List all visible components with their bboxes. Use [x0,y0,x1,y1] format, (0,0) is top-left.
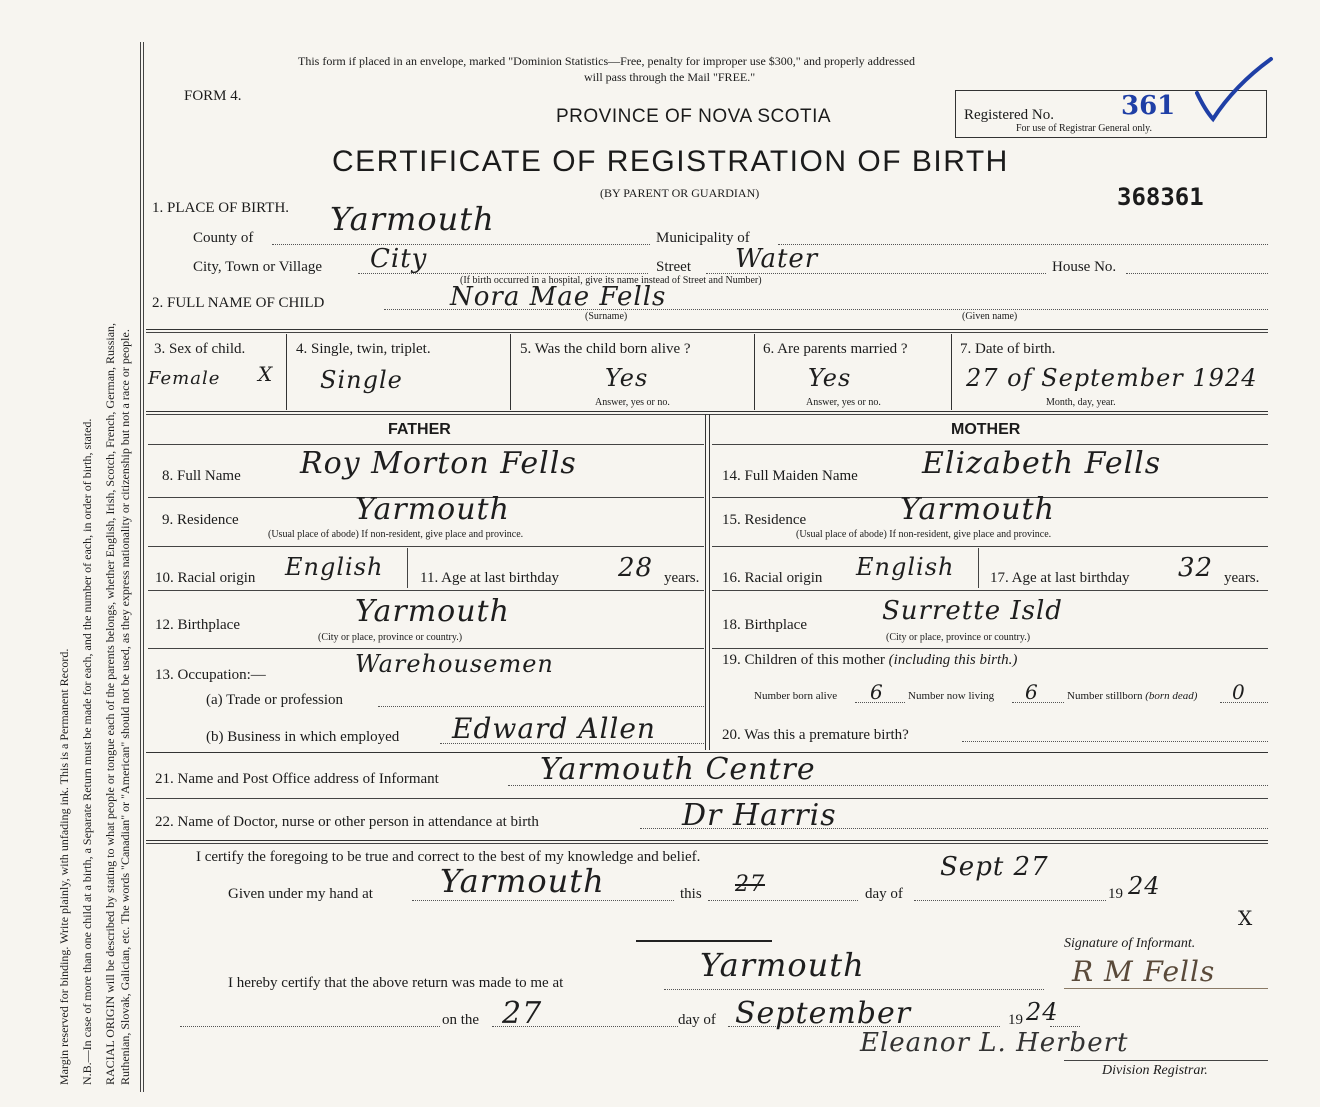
divider [712,444,1268,445]
born-alive-value: 6 [870,680,884,704]
child-name-label: 2. FULL NAME OF CHILD [152,295,325,311]
cell-divider [510,334,511,410]
father-name-label: 8. Full Name [162,468,241,484]
margin-note-3: RACIAL ORIGIN will be described by stating to what people or tongue each of the parents belongs, whether English, Irish, Scotch, French, German, Russian, [103,322,117,1085]
street-label: Street [656,259,691,275]
father-residence-label: 9. Residence [162,512,239,528]
children-note: (including this birth.) [888,652,1018,668]
registrar-caption: Division Registrar. [1102,1063,1208,1078]
province-heading: PROVINCE OF NOVA SCOTIA [556,106,832,127]
column-divider [705,414,706,750]
stillborn-label-text: Number stillborn [1067,690,1143,702]
divider [146,843,1268,844]
margin-note-4: Ruthenian, Slovak, Galician, etc. The words "Canadian" or "American" should not be used, as they express nationality or citizenship but not a race or people. [118,329,132,1085]
year-prefix: 19 [1108,886,1123,902]
mother-racial-value: English [856,553,955,581]
municipality-line [778,244,1268,245]
father-residence-caption: (Usual place of abode) If non-resident, give place and province. [268,529,524,540]
father-birthplace-label: 12. Birthplace [155,617,240,633]
day-of-line [914,900,1106,901]
signature-rule [636,940,772,942]
signature-line [1064,988,1268,989]
divider [146,329,1268,330]
this-value: 27 [735,872,765,897]
premature-line [962,741,1268,742]
registered-label: Registered No. [964,107,1054,123]
father-birthplace-value: Yarmouth [355,594,510,629]
divider [148,590,704,591]
divider [148,648,704,649]
divider [712,546,1268,547]
mother-birthplace-value: Surrette Isld [882,596,1063,626]
margin-rule-inner [143,42,144,1092]
sex-label: 3. Sex of child. [154,341,246,357]
divider [148,546,704,547]
father-birthplace-caption: (City or place, province or country.) [318,632,463,643]
informant-signature: R M Fells [1072,955,1216,988]
divider [712,648,1268,649]
county-line [272,244,650,245]
day-of-value: Sept 27 [940,852,1049,882]
municipality-label: Municipality of [656,230,750,246]
registrar-use-note: For use of Registrar General only. [1016,123,1152,134]
stillborn-label [1067,690,1197,702]
informant-value: Yarmouth Centre [540,752,816,787]
city-value: City [370,244,428,274]
attendant-value: Dr Harris [682,798,837,833]
hereby-place-value: Yarmouth [700,946,865,984]
mother-residence-caption: (Usual place of abode) If non-resident, give place and province. [796,529,1052,540]
cell-divider [286,334,287,410]
children-label-text: 19. Children of this mother [722,652,885,668]
born-alive-label: Number born alive [754,690,838,702]
mother-age-unit: years. [1224,570,1260,586]
house-number-line [1126,273,1268,274]
margin-note-2: N.B.—In case of more than one child at a birth, a Separate Return must be made for each, and the number of each, in order of birth, stated. [80,418,94,1085]
attendant-label: 22. Name of Doctor, nurse or other person in attendance at birth [155,814,539,830]
margin-rule [140,42,141,1092]
trade-label: (a) Trade or profession [206,692,344,708]
year2-line [1050,1026,1080,1027]
cell-divider [754,334,755,410]
divider [712,590,1268,591]
mother-name-label: 14. Full Maiden Name [722,468,858,484]
this-label: this [680,886,702,902]
father-age-label: 11. Age at last birthday [420,570,559,586]
year2-value: 24 [1026,998,1059,1026]
alive-caption: Answer, yes or no. [595,397,670,408]
place-of-birth-label: 1. PLACE OF BIRTH. [152,200,290,216]
year-value: 24 [1128,872,1161,900]
certificate-subtitle: (BY PARENT OR GUARDIAN) [600,186,760,200]
given-label: Given under my hand at [228,886,373,902]
alive-label: 5. Was the child born alive ? [520,341,691,357]
serial-number: 368361 [1117,183,1204,211]
sex-mark: X [258,362,274,386]
premature-label: 20. Was this a premature birth? [722,727,909,743]
father-age-unit: years. [664,570,700,586]
on-the-label: on the [442,1012,480,1028]
informant-label: 21. Name and Post Office address of Informant [155,771,439,787]
mother-heading: MOTHER [951,421,1021,438]
form-number: FORM 4. [184,88,242,104]
city-label: City, Town or Village [193,259,323,275]
mother-name-value: Elizabeth Fells [922,446,1162,481]
father-occupation-label: 13. Occupation:— [155,667,266,683]
hereby-text: I hereby certify that the above return was made to me at [228,975,564,991]
registrar-line [1064,1060,1268,1061]
registrar-signature: Eleanor L. Herbert [860,1028,1129,1058]
father-heading: FATHER [388,421,451,438]
mother-residence-value: Yarmouth [900,492,1055,527]
father-name-value: Roy Morton Fells [300,446,577,481]
divider [146,411,1268,412]
child-name-value: Nora Mae Fells [450,282,667,312]
street-value: Water [735,244,819,274]
year2-prefix: 19 [1008,1012,1023,1028]
day-of-2-label: day of [678,1012,716,1028]
lead-line [180,1026,440,1027]
father-residence-value: Yarmouth [355,492,510,527]
county-label: County of [193,230,254,246]
day-of-label: day of [865,886,903,902]
mother-residence-label: 15. Residence [722,512,807,528]
day-of-2-value: September [735,996,912,1031]
column-divider [709,414,710,750]
divider [146,840,1268,841]
divider [146,414,1268,415]
mother-birthplace-caption: (City or place, province or country.) [886,632,1031,643]
divider [146,332,1268,333]
cell-divider [978,548,979,588]
stillborn-value: 0 [1232,680,1246,704]
this-line [708,900,858,901]
father-occupation-value: Warehousemen [355,650,554,678]
certificate-title: CERTIFICATE OF REGISTRATION OF BIRTH [332,145,1009,178]
father-racial-label: 10. Racial origin [155,570,256,586]
now-living-label: Number now living [908,690,995,702]
given-place-value: Yarmouth [440,862,605,900]
registered-value: 361 [1121,91,1176,121]
plurality-label: 4. Single, twin, triplet. [296,341,431,357]
mother-age-label: 17. Age at last birthday [990,570,1130,586]
father-age-value: 28 [618,553,654,583]
cell-divider [951,334,952,410]
sex-value: Female [148,368,221,389]
informant-mark: X [1238,906,1254,930]
date-of-birth-label: 7. Date of birth. [960,341,1056,357]
on-the-value: 27 [502,996,543,1031]
alive-value: Yes [605,364,649,392]
trade-line [378,706,704,707]
hereby-place-line [664,989,1044,990]
checkmark-icon [1195,55,1275,125]
children-label [722,652,1017,669]
house-number-label: House No. [1052,259,1117,275]
plurality-value: Single [320,366,403,394]
married-value: Yes [808,364,852,392]
married-caption: Answer, yes or no. [806,397,881,408]
hospital-note: (If birth occurred in a hospital, give its name instead of Street and Number) [460,275,762,286]
date-of-birth-value: 27 of September 1924 [966,364,1258,392]
stillborn-note: (born dead) [1145,690,1198,702]
informant-caption: Signature of Informant. [1064,936,1196,951]
divider [148,444,704,445]
margin-note-1: Margin reserved for binding. Write plainly, with unfading ink. This is a Permanent Record. [57,648,71,1085]
mother-birthplace-label: 18. Birthplace [722,617,807,633]
certify-text: I certify the foregoing to be true and correct to the best of my knowledge and belief. [196,849,701,865]
given-name-caption: (Given name) [962,311,1018,322]
mother-racial-label: 16. Racial origin [722,570,823,586]
cell-divider [407,548,408,588]
county-value: Yarmouth [330,200,495,238]
father-racial-value: English [285,553,384,581]
date-of-birth-caption: Month, day, year. [1046,397,1116,408]
business-label: (b) Business in which employed [206,729,400,745]
postal-note-2: will pass through the Mail "FREE." [584,70,756,84]
business-value: Edward Allen [452,712,656,745]
mother-age-value: 32 [1178,553,1214,583]
given-place-line [412,900,674,901]
now-living-value: 6 [1025,680,1039,704]
surname-caption: (Surname) [585,311,628,322]
married-label: 6. Are parents married ? [763,341,908,357]
postal-note-1: This form if placed in an envelope, marked "Dominion Statistics—Free, penalty for improper use $300," and properly addressed [298,54,915,68]
